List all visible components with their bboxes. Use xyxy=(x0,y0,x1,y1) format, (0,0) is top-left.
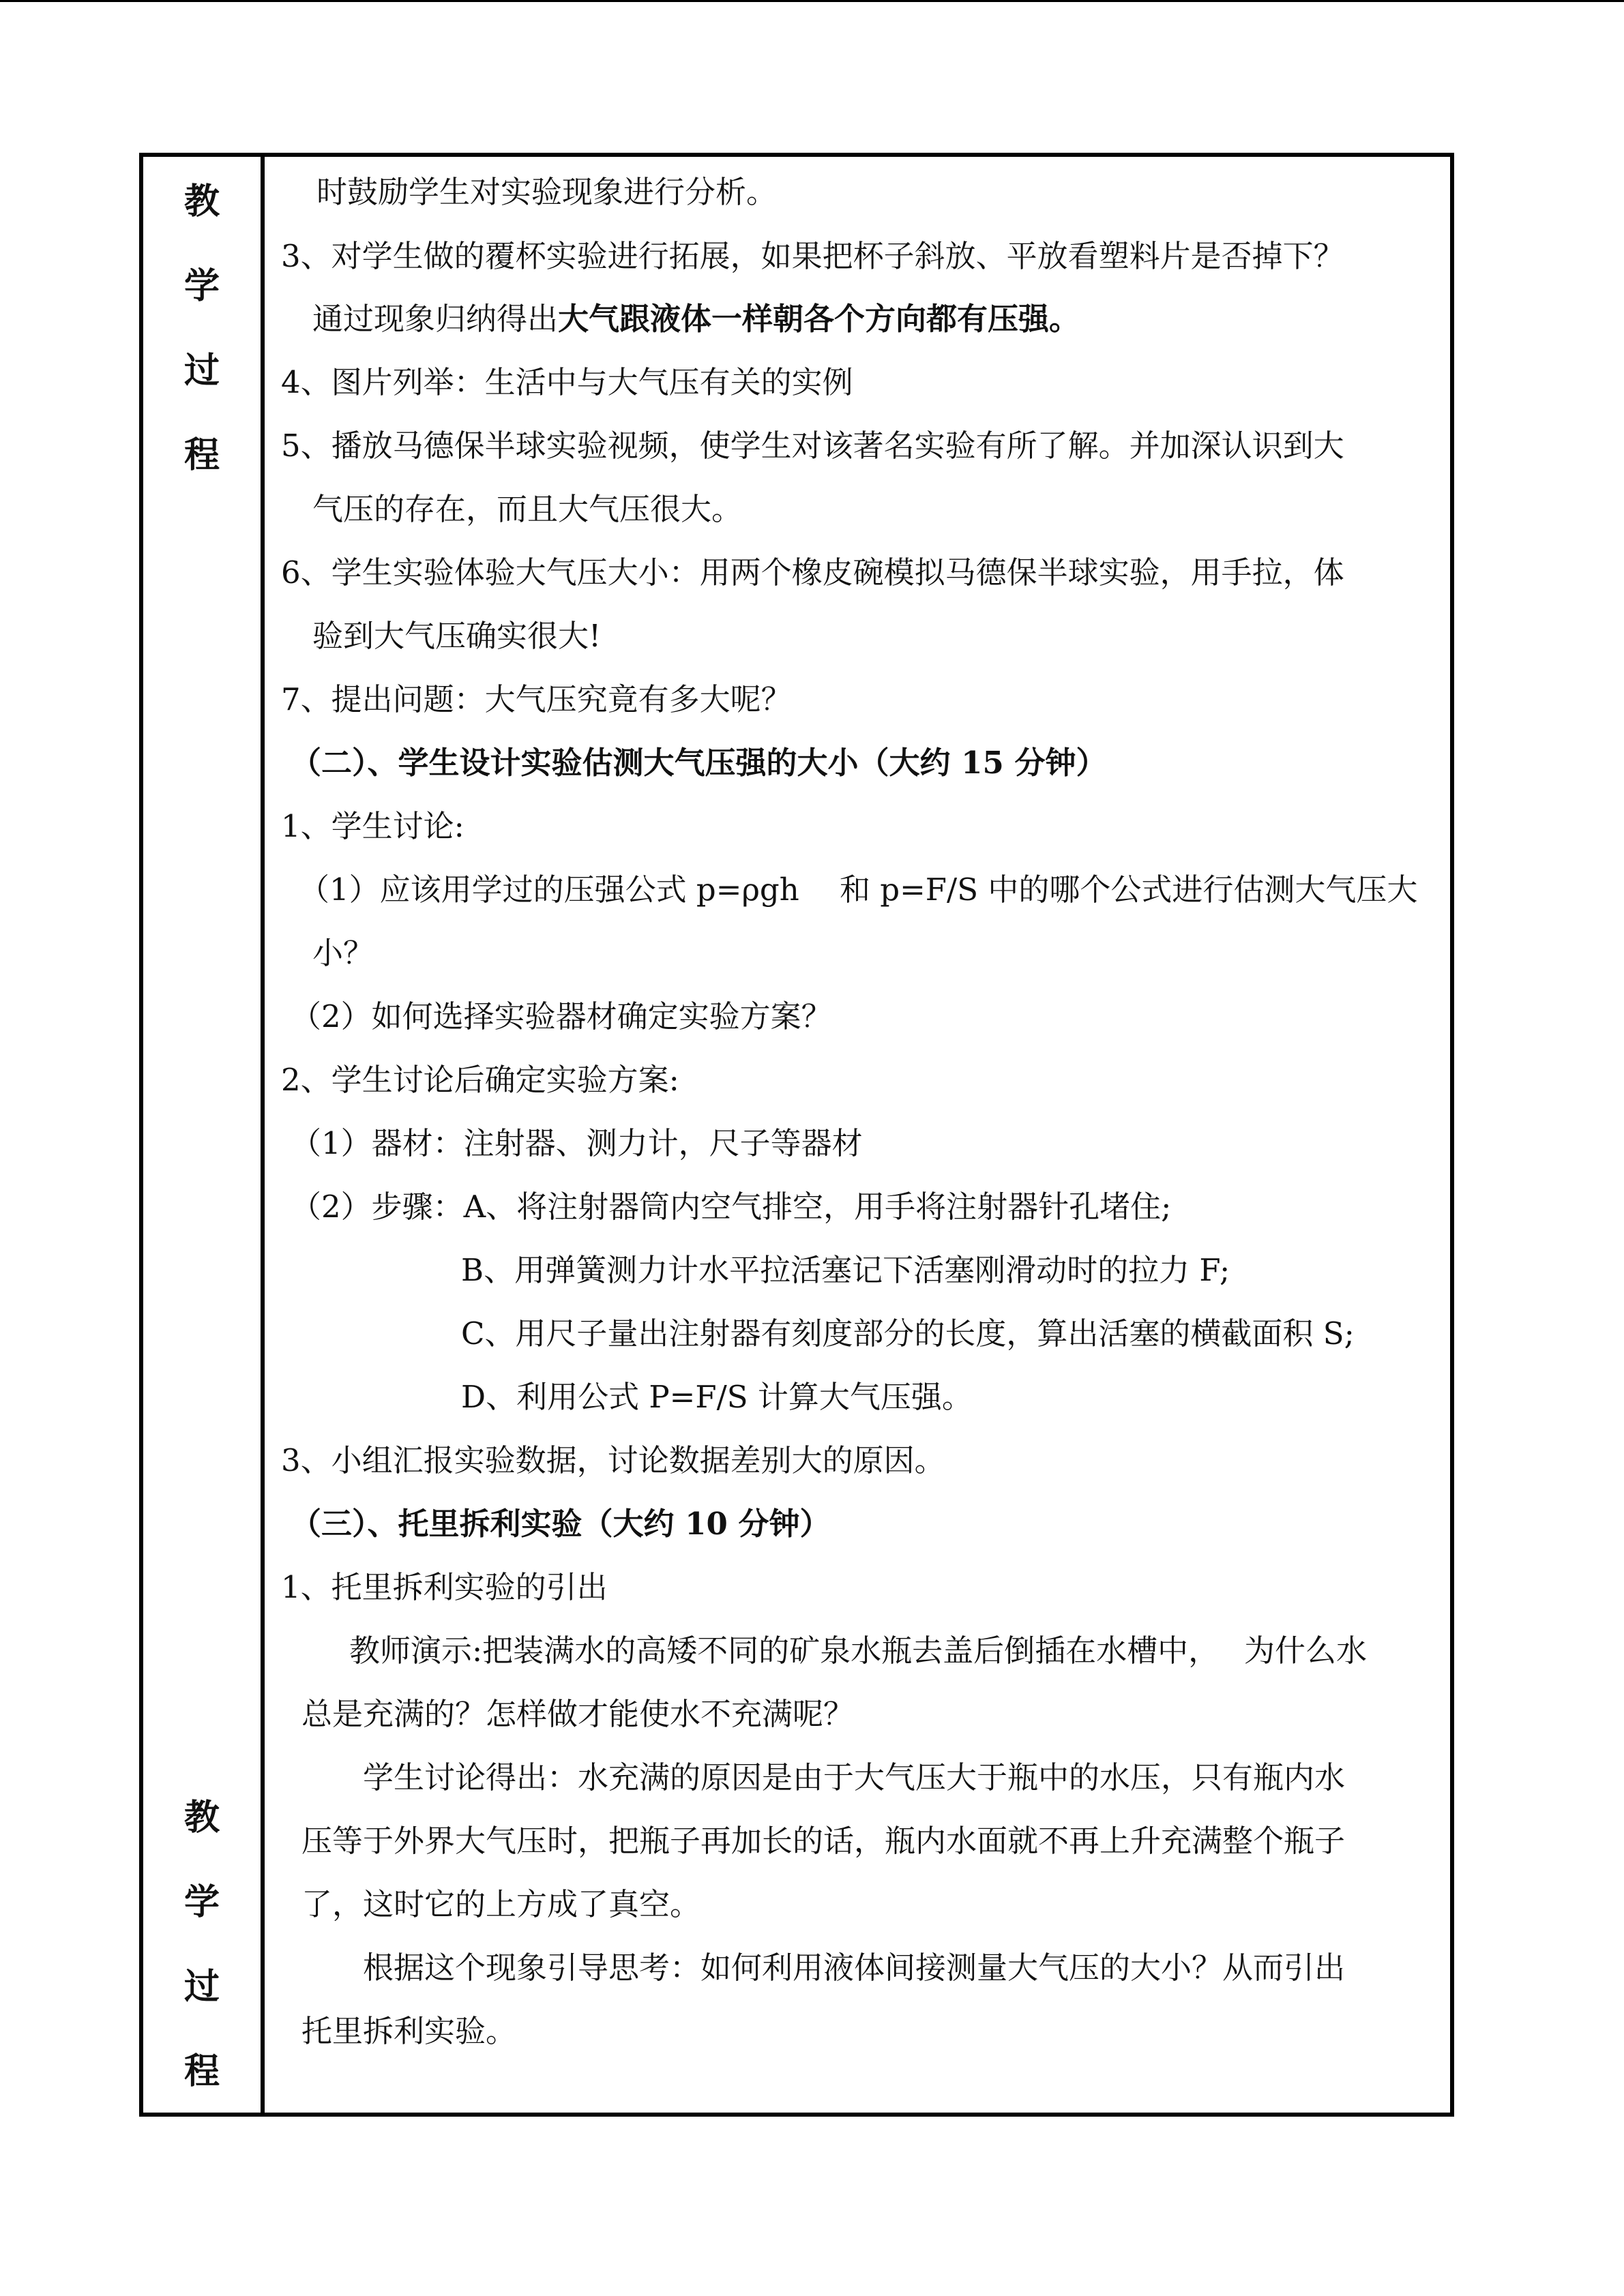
text-line: 6、学生实验体验大气压大小：用两个橡皮碗模拟马德保半球实验，用手拉，体 xyxy=(281,554,1344,591)
text-line: 2、学生讨论后确定实验方案: xyxy=(281,1062,679,1098)
text-line: B、用弹簧测力计水平拉活塞记下活塞刚滑动时的拉力 F; xyxy=(461,1252,1230,1288)
side-label-char: 过 xyxy=(183,1966,220,2008)
teaching-content xyxy=(266,153,1450,2113)
section-heading: （二）、学生设计实验估测大气压强的大小（大约 15 分钟） xyxy=(291,745,1107,781)
side-label-char: 教 xyxy=(183,181,220,222)
text-line: 验到大气压确实很大! xyxy=(312,618,602,654)
side-label-char: 教 xyxy=(183,1797,220,1838)
side-label-char: 过 xyxy=(183,350,220,391)
text-line: 5、播放马德保半球实验视频，使学生对该著名实验有所了解。并加深认识到大 xyxy=(281,428,1344,464)
text-line: 3、对学生做的覆杯实验进行拓展，如果把杯子斜放、平放看塑料片是否掉下？ xyxy=(281,238,1344,274)
text-line xyxy=(312,299,1080,340)
side-label-teaching-process-2 xyxy=(143,1776,261,2114)
text-line: 了，这时它的上方成了真空。 xyxy=(301,1886,701,1922)
text-line: （2）步骤：A、将注射器筒内空气排空，用手将注射器针孔堵住; xyxy=(291,1189,1172,1225)
side-label-char: 学 xyxy=(183,1881,220,1923)
text-line: 托里拆利实验。 xyxy=(301,2013,517,2049)
text-line: 小？ xyxy=(312,935,374,971)
text-line: 气压的存在，而且大气压很大。 xyxy=(312,491,743,527)
side-label-char: 程 xyxy=(183,2051,220,2092)
text-line: 7、提出问题：大气压究竟有多大呢？ xyxy=(281,681,792,717)
text-line: （1）应该用学过的压强公式 p=ρgh 和 p=F/S 中的哪个公式进行估测大气压大 xyxy=(299,871,1418,908)
text-line: C、用尺子量出注射器有刻度部分的长度，算出活塞的横截面积 S; xyxy=(461,1315,1355,1352)
text-line: 压等于外界大气压时，把瓶子再加长的话，瓶内水面就不再上升充满整个瓶子 xyxy=(301,1823,1346,1859)
column-divider xyxy=(261,153,265,2117)
text-line: 4、图片列举：生活中与大气压有关的实例 xyxy=(281,364,853,400)
text-line: 总是充满的？怎样做才能使水不充满呢？ xyxy=(301,1696,855,1732)
text-line: 1、学生讨论: xyxy=(281,808,464,844)
side-label-char: 学 xyxy=(183,265,220,307)
text-line: 根据这个现象引导思考：如何利用液体间接测量大气压的大小？从而引出 xyxy=(363,1950,1346,1986)
text-plain: 通过现象归纳得出 xyxy=(312,301,559,337)
text-line: （2）如何选择实验器材确定实验方案？ xyxy=(291,998,832,1034)
side-label-char: 程 xyxy=(183,434,220,476)
side-label-teaching-process-1 xyxy=(143,160,261,498)
text-emphasis: 大气跟液体一样朝各个方向都有压强。 xyxy=(558,301,1080,337)
text-line: 学生讨论得出：水充满的原因是由于大气压大于瓶中的水压，只有瓶内水 xyxy=(363,1759,1346,1795)
text-line: 时鼓励学生对实验现象进行分析。 xyxy=(316,174,778,210)
text-line: （1）器材：注射器、测力计，尺子等器材 xyxy=(291,1125,863,1161)
text-line: D、利用公式 P=F/S 计算大气压强。 xyxy=(461,1379,973,1415)
text-line: 1、托里拆利实验的引出 xyxy=(281,1569,608,1605)
text-line: 教师演示:把装满水的高矮不同的矿泉水瓶去盖后倒插在水槽中， 为什么水 xyxy=(349,1632,1367,1669)
text-line: 3、小组汇报实验数据，讨论数据差别大的原因。 xyxy=(281,1442,945,1478)
section-heading: （三）、托里拆利实验（大约 10 分钟） xyxy=(291,1506,831,1542)
page-top-border xyxy=(0,0,1624,2)
